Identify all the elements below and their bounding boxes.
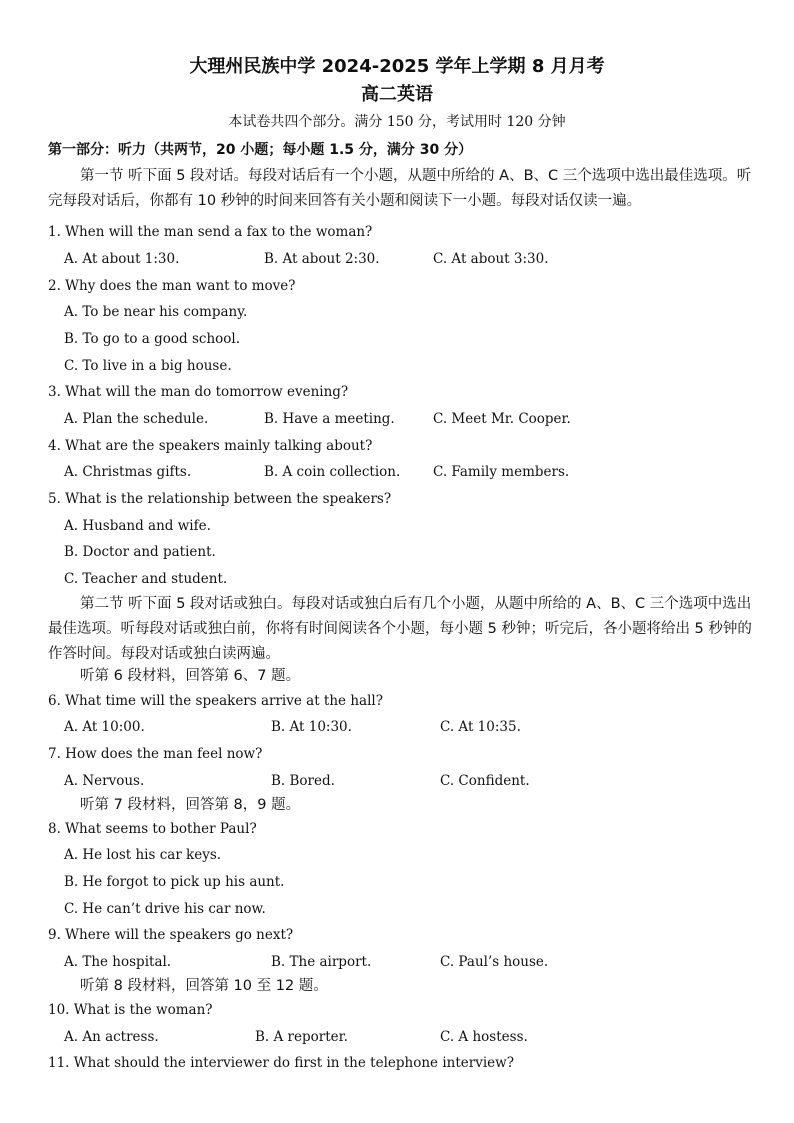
question-2: 2. Why does the man want to move? bbox=[48, 278, 296, 294]
q1-option-a: A. At about 1:30. bbox=[64, 251, 180, 267]
q3-option-b: B. Have a meeting. bbox=[264, 411, 395, 427]
q3-option-c: C. Meet Mr. Cooper. bbox=[433, 411, 571, 427]
q6-option-c: C. At 10:35. bbox=[440, 719, 521, 735]
q9-option-b: B. The airport. bbox=[271, 954, 372, 970]
q2-option-a: A. To be near his company. bbox=[64, 304, 248, 320]
q6-option-b: B. At 10:30. bbox=[271, 719, 352, 735]
q1-option-b: B. At about 2:30. bbox=[264, 251, 380, 267]
q5-option-b: B. Doctor and patient. bbox=[64, 544, 216, 560]
question-4: 4. What are the speakers mainly talking about? bbox=[48, 438, 373, 454]
exam-info: 本试卷共四个部分。满分 150 分，考试用时 120 分钟 bbox=[228, 114, 566, 130]
q10-option-c: C. A hostess. bbox=[440, 1029, 528, 1045]
q9-option-a: A. The hospital. bbox=[64, 954, 172, 970]
q5-option-c: C. Teacher and student. bbox=[64, 571, 228, 587]
q9-option-c: C. Paul’s house. bbox=[440, 954, 549, 970]
question-1: 1. When will the man send a fax to the woman? bbox=[48, 224, 373, 240]
material-7-lead: 听第 7 段材料，回答第 8，9 题。 bbox=[80, 797, 301, 813]
question-10: 10. What is the woman? bbox=[48, 1002, 213, 1018]
q2-option-c: C. To live in a big house. bbox=[64, 358, 232, 374]
exam-title: 大理州民族中学 2024-2025 学年上学期 8 月月考 bbox=[189, 56, 605, 77]
question-7: 7. How does the man feel now? bbox=[48, 746, 263, 762]
section1-intro: 第一节 听下面 5 段对话。每段对话后有一个小题，从题中所给的 A、B、C 三个选项中选出最佳选项。听完每段对话后，你都有 10 秒钟的时间来回答有关小题和阅读下一小题。每段对话仅读一遍。 bbox=[48, 168, 752, 209]
q8-option-b: B. He forgot to pick up his aunt. bbox=[64, 874, 285, 890]
q3-option-a: A. Plan the schedule. bbox=[64, 411, 209, 427]
q7-option-c: C. Confident. bbox=[440, 773, 530, 789]
q4-option-a: A. Christmas gifts. bbox=[64, 464, 192, 480]
q10-option-a: A. An actress. bbox=[64, 1029, 159, 1045]
question-9: 9. Where will the speakers go next? bbox=[48, 927, 294, 943]
q8-option-c: C. He can’t drive his car now. bbox=[64, 901, 266, 917]
q5-option-a: A. Husband and wife. bbox=[64, 518, 211, 534]
question-5: 5. What is the relationship between the speakers? bbox=[48, 491, 392, 507]
q8-option-a: A. He lost his car keys. bbox=[64, 847, 222, 863]
q10-option-b: B. A reporter. bbox=[255, 1029, 348, 1045]
question-11: 11. What should the interviewer do first in the telephone interview? bbox=[48, 1055, 514, 1071]
q2-option-b: B. To go to a good school. bbox=[64, 331, 241, 347]
q4-option-b: B. A coin collection. bbox=[264, 464, 401, 480]
section2-intro: 第二节 听下面 5 段对话或独白。每段对话或独白后有几个小题，从题中所给的 A、B、C 三个选项中选出最佳选项。听每段对话或独白前，你将有时间阅读各个小题，每小题 5 秒钟；听完后，各小题将给出 5 秒钟的作答时间。每段对话或独白读两遍。 bbox=[48, 596, 752, 662]
question-8: 8. What seems to bother Paul? bbox=[48, 821, 257, 837]
q7-option-b: B. Bored. bbox=[271, 773, 335, 789]
question-6: 6. What time will the speakers arrive at the hall? bbox=[48, 693, 383, 709]
q1-option-c: C. At about 3:30. bbox=[433, 251, 549, 267]
q6-option-a: A. At 10:00. bbox=[64, 719, 145, 735]
exam-subject: 高二英语 bbox=[361, 84, 433, 105]
q4-option-c: C. Family members. bbox=[433, 464, 570, 480]
material-8-lead: 听第 8 段材料，回答第 10 至 12 题。 bbox=[80, 978, 328, 994]
material-6-lead: 听第 6 段材料，回答第 6、7 题。 bbox=[80, 668, 301, 684]
question-3: 3. What will the man do tomorrow evening? bbox=[48, 384, 349, 400]
part-heading: 第一部分：听力（共两节，20 小题；每小题 1.5 分，满分 30 分） bbox=[48, 142, 473, 158]
q7-option-a: A. Nervous. bbox=[64, 773, 145, 789]
